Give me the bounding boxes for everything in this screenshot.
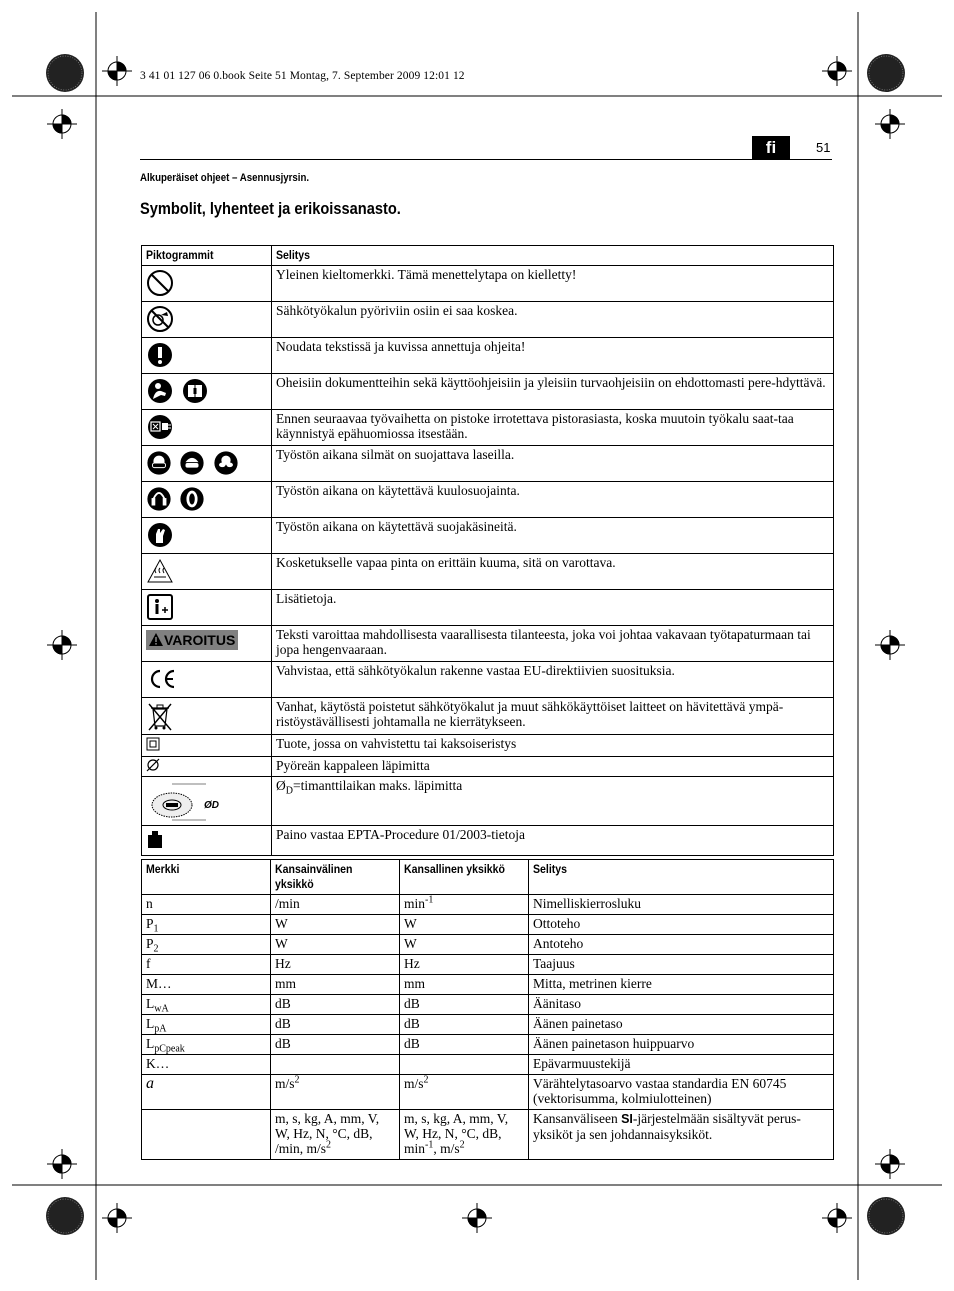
pictogram-cell — [142, 338, 272, 374]
symbol-cell: M… — [142, 975, 271, 995]
intl-unit-cell: m, s, kg, A, mm, V, W, Hz, N, °C, dB, /min, $m/s^2$ — [271, 1110, 400, 1160]
symbols-table — [141, 245, 834, 856]
description-cell: Vahvistaa, että sähkötyökalun rakenne vastaa EU-direktiivien suosituksia. — [272, 662, 834, 698]
intl-unit-cell: dB — [271, 1035, 400, 1055]
description-cell: Äänen painetason huippuarvo — [529, 1035, 834, 1055]
intl-unit-cell: $m/s^2$ — [271, 1075, 400, 1110]
intl-unit-cell: dB — [271, 995, 400, 1015]
symbol-cell: $P_2$ — [142, 935, 271, 955]
symbol-cell: $L_{pCpeak}$ — [142, 1035, 271, 1055]
file-info: 3 41 01 127 06 0.book Seite 51 Montag, 7. September 2009 12:01 12 — [140, 70, 465, 82]
national-unit-cell: dB — [400, 995, 529, 1015]
description-cell: Epävarmuustekijä — [529, 1055, 834, 1075]
description-cell: Kansanväliseen SI-järjestelmään sisältyvät perus-yksiköt ja sen johdannaisyksiköt. — [529, 1110, 834, 1160]
intl-unit-cell: mm — [271, 975, 400, 995]
intl-unit-cell: dB — [271, 1015, 400, 1035]
col-header-national-unit: Kansallinen yksikkö — [400, 860, 529, 895]
intl-unit-cell: Hz — [271, 955, 400, 975]
description-cell: $Ø_D=timanttilaikan$ maks. läpimitta — [272, 777, 834, 826]
col-header-symbol: Merkki — [142, 860, 271, 895]
intl-unit-cell: W — [271, 915, 400, 935]
section-title: Symbolit, lyhenteet ja erikoissanasto. — [140, 199, 401, 218]
weee-bin-icon — [146, 701, 174, 731]
units-row — [142, 915, 834, 935]
ear-protection-icon-1 — [146, 485, 172, 513]
exclamation-icon — [146, 341, 174, 369]
description-cell: Tuote, jossa on vahvistettu tai kaksoiseristys — [272, 735, 834, 757]
pictogram-cell — [142, 826, 272, 856]
goggles-icon-1 — [146, 449, 172, 477]
description-cell: Ennen seuraavaa työvaihetta on pistoke irrotettava pistorasiasta, koska muutoin työkalu saat-taa käynnistyä epähuomiossa itsestään. — [272, 410, 834, 446]
description-cell: Äänen painetaso — [529, 1015, 834, 1035]
weight-icon — [146, 829, 164, 849]
diameter-icon — [146, 758, 160, 772]
pictogram-cell — [142, 735, 272, 757]
national-unit-cell: dB — [400, 1035, 529, 1055]
pictogram-cell — [142, 698, 272, 735]
units-row — [142, 995, 834, 1015]
ce-icon — [146, 665, 178, 693]
units-table — [141, 859, 834, 1160]
double-insulation-icon — [146, 737, 160, 751]
units-row — [142, 1055, 834, 1075]
warning-triangle-icon — [149, 633, 163, 646]
read-manual-person-icon — [146, 377, 174, 405]
description-cell: Ottoteho — [529, 915, 834, 935]
description-cell: Paino vastaa EPTA-Procedure 01/2003-tietoja — [272, 826, 834, 856]
pictogram-cell — [142, 554, 272, 590]
description-cell: Työstön aikana silmät on suojattava laseilla. — [272, 446, 834, 482]
read-manual-book-icon — [181, 377, 209, 405]
description-cell: Oheisiin dokumentteihin sekä käyttöohjeisiin ja yleisiin turvaohjeisiin on ehdottomasti pere-hdyttävä. — [272, 374, 834, 410]
description-cell: Lisätietoja. — [272, 590, 834, 626]
units-row — [142, 975, 834, 995]
hot-surface-icon — [146, 557, 174, 585]
description-cell: Värähtelytasoarvo vastaa standardia EN 60745 (vektorisumma, kolmiulotteinen) — [529, 1075, 834, 1110]
pictogram-cell — [142, 410, 272, 446]
description-cell: Taajuus — [529, 955, 834, 975]
national-unit-cell: W — [400, 915, 529, 935]
intl-unit-cell — [271, 1055, 400, 1075]
description-cell: Teksti varoittaa mahdollisesta vaarallisesta tilanteesta, joka voi johtaa vakavaan työtapaturmaan tai jopa hengenvaaraan. — [272, 626, 834, 662]
diamond-disc-icon — [146, 780, 226, 822]
units-row — [142, 955, 834, 975]
col-header-pictograms: Piktogrammit — [142, 246, 272, 266]
goggles-icon-3 — [213, 449, 239, 477]
national-unit-cell — [400, 1055, 529, 1075]
intl-unit-cell: W — [271, 935, 400, 955]
symbol-cell: $L_{pA}$ — [142, 1015, 271, 1035]
description-cell: Vanhat, käytöstä poistetut sähkötyökalut ja muut sähkökäyttöiset laitteet on hävitettävä ympä-ristöystävällisesti johtamalla ne kierrätykseen. — [272, 698, 834, 735]
info-icon — [146, 593, 174, 621]
description-cell: Mitta, metrinen kierre — [529, 975, 834, 995]
symbol-cell: n — [142, 895, 271, 915]
description-cell: Sähkötyökalun pyöriviin osiin ei saa koskea. — [272, 302, 834, 338]
symbol-cell — [142, 1110, 271, 1160]
section-subtitle: Alkuperäiset ohjeet – Asennusjyrsin. — [140, 172, 310, 184]
pictogram-cell — [142, 626, 272, 662]
description-cell: Yleinen kieltomerkki. Tämä menettelytapa on kielletty! — [272, 266, 834, 302]
goggles-icon-2 — [179, 449, 205, 477]
col-header-description: Selitys — [272, 246, 834, 266]
disc-diameter-label: ØD — [204, 800, 219, 811]
units-row — [142, 1015, 834, 1035]
pictogram-cell — [142, 266, 272, 302]
no-touch-rotating-icon — [146, 305, 174, 333]
national-unit-cell: dB — [400, 1015, 529, 1035]
pictogram-cell — [142, 777, 272, 826]
national-unit-cell: Hz — [400, 955, 529, 975]
col-header-intl-unit: Kansainvälinen yksikkö — [271, 860, 400, 895]
national-unit-cell: $\min^{-1}$ — [400, 895, 529, 915]
pictogram-cell — [142, 302, 272, 338]
symbol-cell: K… — [142, 1055, 271, 1075]
col-header-description: Selitys — [529, 860, 834, 895]
units-row — [142, 1075, 834, 1110]
description-cell: Työstön aikana on käytettävä suojakäsineitä. — [272, 518, 834, 554]
description-cell: Äänitaso — [529, 995, 834, 1015]
description-cell: Noudata tekstissä ja kuvissa annettuja ohjeita! — [272, 338, 834, 374]
pictogram-cell — [142, 518, 272, 554]
symbol-cell: f — [142, 955, 271, 975]
description-cell: Pyöreän kappaleen läpimitta — [272, 757, 834, 777]
page-number: 51 — [816, 140, 831, 155]
national-unit-cell: W — [400, 935, 529, 955]
warning-label: VAROITUS — [146, 630, 238, 650]
national-unit-cell: mm — [400, 975, 529, 995]
pictogram-cell — [142, 662, 272, 698]
description-cell: Nimelliskierrosluku — [529, 895, 834, 915]
unplug-icon — [146, 413, 174, 441]
units-row — [142, 895, 834, 915]
pictogram-cell — [142, 374, 272, 410]
units-row — [142, 935, 834, 955]
national-unit-cell: m, s, kg, A, mm, V, W, Hz, N, °C, dB, $\min^{-1}$, $m/s^2$ — [400, 1110, 529, 1160]
pictogram-cell — [142, 482, 272, 518]
description-cell: Kosketukselle vapaa pinta on erittäin kuuma, sitä on varottava. — [272, 554, 834, 590]
pictogram-cell — [142, 590, 272, 626]
language-badge: fi — [752, 136, 790, 159]
intl-unit-cell: /min — [271, 895, 400, 915]
description-cell: Työstön aikana on käytettävä kuulosuojainta. — [272, 482, 834, 518]
pictogram-cell — [142, 446, 272, 482]
units-row — [142, 1035, 834, 1055]
ear-protection-icon-2 — [179, 485, 205, 513]
symbol-cell: a — [142, 1075, 271, 1110]
symbol-cell: $P_1$ — [142, 915, 271, 935]
prohibition-icon — [146, 269, 174, 297]
national-unit-cell: $m/s^2$ — [400, 1075, 529, 1110]
header-rule — [140, 159, 832, 160]
gloves-icon — [146, 521, 174, 549]
description-cell: Antoteho — [529, 935, 834, 955]
symbol-cell: $L_{wA}$ — [142, 995, 271, 1015]
pictogram-cell — [142, 757, 272, 777]
